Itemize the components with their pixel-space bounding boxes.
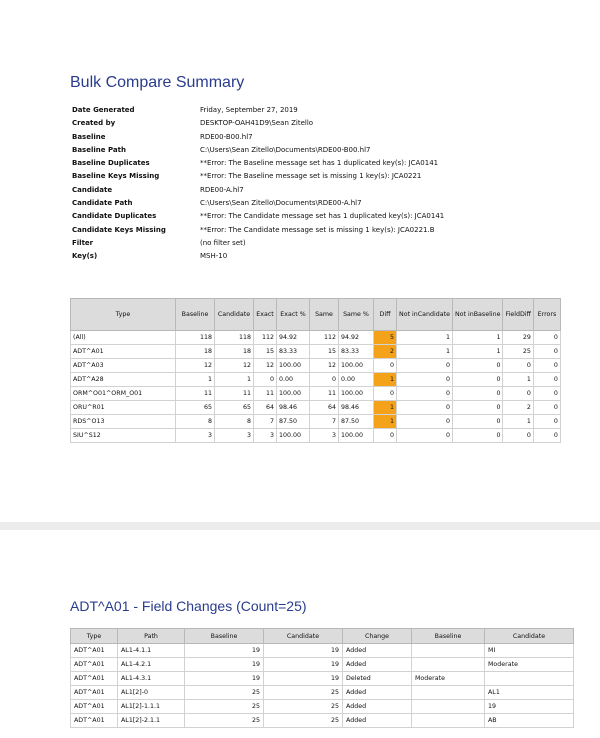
summary-header-cell: Same % [339,299,374,331]
summary-header-cell: Diff [374,299,397,331]
summary-cell: 18 [176,345,215,359]
field-changes-cell: 19 [485,700,574,714]
summary-cell: ORU^R01 [71,401,176,415]
summary-header-cell: Same [310,299,339,331]
summary-cell: 2 [374,345,397,359]
summary-cell: 0 [452,429,502,443]
summary-cell: 7 [254,415,277,429]
field-changes-row [71,672,574,686]
summary-cell: 94.92 [277,331,310,345]
meta-value: **Error: The Baseline message set is missing 1 key(s): JCA0221 [200,172,422,181]
field-changes-cell: 19 [264,658,343,672]
summary-cell: 64 [254,401,277,415]
field-changes-cell: 19 [185,672,264,686]
meta-label: Baseline [72,132,106,141]
field-changes-header-cell: Path [118,629,185,644]
summary-cell: 0 [397,415,453,429]
summary-cell: (All) [71,331,176,345]
report-metadata [72,104,444,264]
summary-row [71,345,561,359]
summary-cell: 0 [310,373,339,387]
summary-row [71,429,561,443]
meta-row [72,117,444,130]
summary-cell: 0 [533,429,560,443]
summary-cell: 12 [254,359,277,373]
summary-cell: 3 [310,429,339,443]
field-changes-title: ADT^A01 - Field Changes (Count=25) [70,598,307,614]
summary-cell: 64 [310,401,339,415]
summary-cell: 0 [503,387,533,401]
field-changes-header-cell: Change [343,629,412,644]
meta-label: Created by [72,119,116,128]
field-changes-cell: Moderate [412,672,485,686]
field-changes-cell: Added [343,658,412,672]
field-changes-cell: 19 [264,672,343,686]
summary-cell: RDS^O13 [71,415,176,429]
meta-value: DESKTOP-OAH41D9\Sean Zitello [200,119,314,128]
summary-cell: 0 [503,359,533,373]
summary-cell: 87.50 [339,415,374,429]
field-changes-cell: ADT^A01 [71,644,118,658]
summary-cell: 0 [397,359,453,373]
summary-row [71,373,561,387]
field-changes-cell: AL1 [485,686,574,700]
summary-cell: 0.00 [277,373,310,387]
summary-cell: 0 [374,359,397,373]
field-changes-cell: 25 [264,700,343,714]
summary-cell: 1 [452,331,502,345]
summary-cell: ADT^A01 [71,345,176,359]
field-changes-cell: MI [485,644,574,658]
field-changes-cell: Added [343,686,412,700]
summary-row [71,331,561,345]
summary-cell: 3 [254,429,277,443]
field-changes-header-cell: Baseline [185,629,264,644]
summary-cell: 3 [176,429,215,443]
meta-row [72,157,444,170]
summary-cell: 1 [503,373,533,387]
summary-row [71,359,561,373]
meta-row [72,210,444,223]
summary-cell: 1 [374,415,397,429]
summary-cell: 83.33 [277,345,310,359]
summary-cell: 0 [452,401,502,415]
field-changes-row [71,714,574,728]
field-changes-cell: ADT^A01 [71,714,118,728]
summary-cell: ADT^A03 [71,359,176,373]
summary-header-cell: Not inBaseline [452,299,502,331]
summary-cell: 65 [176,401,215,415]
summary-cell: 0 [452,359,502,373]
meta-label: Key(s) [72,252,98,261]
summary-cell: 15 [254,345,277,359]
meta-row [72,104,444,117]
field-changes-cell: AL1-4.1.1 [118,644,185,658]
field-changes-cell: AL1[2]-0 [118,686,185,700]
field-changes-cell [412,686,485,700]
summary-cell: 0 [397,429,453,443]
field-changes-header-cell: Candidate [264,629,343,644]
summary-cell: 0 [533,387,560,401]
meta-row [72,197,444,210]
field-changes-cell [412,714,485,728]
summary-cell: 0 [397,373,453,387]
field-changes-cell: 25 [264,686,343,700]
field-changes-cell: 19 [185,658,264,672]
meta-row [72,144,444,157]
summary-cell: 100.00 [339,387,374,401]
summary-cell: ADT^A28 [71,373,176,387]
meta-row [72,250,444,263]
field-changes-cell: 19 [185,644,264,658]
summary-cell: 11 [215,387,254,401]
summary-cell: 7 [310,415,339,429]
summary-cell: 1 [397,345,453,359]
field-changes-header-row [71,629,574,644]
meta-value: **Error: The Baseline message set has 1 duplicated key(s): JCA0141 [200,159,439,168]
meta-value: (no filter set) [200,238,246,247]
meta-label: Baseline Path [72,145,126,154]
meta-value: C:\Users\Sean Zitello\Documents\RDE00-A.hl7 [200,199,362,208]
summary-cell: ORM^O01^ORM_O01 [71,387,176,401]
summary-cell: 0.00 [339,373,374,387]
meta-value: **Error: The Candidate message set is missing 1 key(s): JCA0221.B [200,225,435,234]
meta-row [72,184,444,197]
summary-cell: 0 [254,373,277,387]
summary-cell: 118 [176,331,215,345]
summary-cell: 0 [452,373,502,387]
meta-row [72,224,444,237]
summary-cell: 0 [533,359,560,373]
meta-label: Baseline Duplicates [72,159,150,168]
summary-cell: 98.46 [339,401,374,415]
summary-cell: 0 [533,331,560,345]
summary-cell: 112 [254,331,277,345]
meta-value: Friday, September 27, 2019 [200,106,298,114]
summary-cell: 1 [452,345,502,359]
meta-label: Filter [72,238,94,247]
field-changes-cell: AL1[2]-2.1.1 [118,714,185,728]
report-title: Bulk Compare Summary [70,74,245,91]
summary-header-cell: Baseline [176,299,215,331]
field-changes-header-cell: Type [71,629,118,644]
field-changes-cell: Added [343,714,412,728]
field-changes-cell: AL1-4.3.1 [118,672,185,686]
field-changes-table [70,628,574,728]
summary-cell: 29 [503,331,533,345]
field-changes-cell [412,658,485,672]
summary-cell: 5 [374,331,397,345]
summary-cell: 98.46 [277,401,310,415]
summary-cell: 18 [215,345,254,359]
summary-cell: 11 [254,387,277,401]
summary-cell: 11 [176,387,215,401]
summary-cell: 1 [215,373,254,387]
summary-body [71,331,561,443]
meta-label: Candidate Keys Missing [72,225,166,234]
field-changes-row [71,658,574,672]
field-changes-cell: Added [343,700,412,714]
field-changes-cell: 25 [264,714,343,728]
field-changes-header-cell: Candidate [485,629,574,644]
summary-cell: 1 [374,373,397,387]
field-changes-cell: 25 [185,686,264,700]
summary-cell: SIU^S12 [71,429,176,443]
summary-cell: 0 [397,401,453,415]
summary-cell: 65 [215,401,254,415]
summary-cell: 0 [374,429,397,443]
summary-cell: 100.00 [339,359,374,373]
summary-cell: 100.00 [277,429,310,443]
summary-cell: 100.00 [277,387,310,401]
summary-header-cell: Type [71,299,176,331]
summary-cell: 0 [533,401,560,415]
summary-cell: 0 [397,387,453,401]
summary-cell: 83.33 [339,345,374,359]
summary-cell: 118 [215,331,254,345]
summary-cell: 94.92 [339,331,374,345]
meta-value: MSH-10 [200,252,228,261]
field-changes-cell: AL1[2]-1.1.1 [118,700,185,714]
summary-cell: 25 [503,345,533,359]
summary-row [71,401,561,415]
summary-cell: 0 [374,387,397,401]
summary-cell: 12 [215,359,254,373]
summary-cell: 100.00 [277,359,310,373]
field-changes-cell: Moderate [485,658,574,672]
summary-cell: 1 [503,415,533,429]
summary-cell: 12 [310,359,339,373]
summary-header-cell: Exact % [277,299,310,331]
field-changes-cell: 19 [264,644,343,658]
field-changes-row [71,700,574,714]
field-changes-cell: Deleted [343,672,412,686]
meta-label: Candidate Duplicates [72,212,157,221]
meta-value: RDE00-A.hl7 [200,185,244,194]
field-changes-cell: 25 [185,714,264,728]
summary-header-cell: Candidate [215,299,254,331]
meta-label: Candidate Path [72,199,133,208]
summary-header-cell: Not inCandidate [397,299,453,331]
summary-cell: 15 [310,345,339,359]
summary-cell: 8 [176,415,215,429]
field-changes-cell: ADT^A01 [71,658,118,672]
meta-row [72,237,444,250]
summary-cell: 2 [503,401,533,415]
summary-cell: 3 [215,429,254,443]
summary-cell: 0 [452,415,502,429]
summary-cell: 1 [374,401,397,415]
summary-cell: 100.00 [339,429,374,443]
summary-header-row [71,299,561,331]
field-changes-cell: AL1-4.2.1 [118,658,185,672]
summary-cell: 8 [215,415,254,429]
meta-row [72,131,444,144]
summary-cell: 0 [533,415,560,429]
summary-row [71,387,561,401]
field-changes-cell: ADT^A01 [71,686,118,700]
summary-row [71,415,561,429]
field-changes-cell: Added [343,644,412,658]
summary-header-cell: Errors [533,299,560,331]
summary-header-cell: Exact [254,299,277,331]
field-changes-header-cell: Baseline [412,629,485,644]
field-changes-cell [485,672,574,686]
summary-cell: 0 [452,387,502,401]
meta-label: Candidate [72,185,113,194]
meta-label: Date Generated [72,106,135,114]
field-changes-body [71,644,574,728]
summary-cell: 1 [176,373,215,387]
summary-header-cell: FieldDiff [503,299,533,331]
field-changes-row [71,686,574,700]
summary-cell: 0 [533,373,560,387]
meta-row [72,170,444,183]
meta-value: RDE00-B00.hl7 [200,132,253,141]
summary-cell: 12 [176,359,215,373]
meta-value: C:\Users\Sean Zitello\Documents\RDE00-B00.hl7 [200,145,371,154]
field-changes-cell: 25 [185,700,264,714]
field-changes-row [71,644,574,658]
meta-value: **Error: The Candidate message set has 1 duplicated key(s): JCA0141 [200,212,445,221]
summary-cell: 11 [310,387,339,401]
summary-cell: 0 [503,429,533,443]
field-changes-cell: ADT^A01 [71,672,118,686]
field-changes-cell [412,644,485,658]
summary-cell: 0 [533,345,560,359]
summary-table [70,298,561,443]
summary-cell: 87.50 [277,415,310,429]
summary-cell: 112 [310,331,339,345]
meta-label: Baseline Keys Missing [72,172,160,181]
field-changes-cell: AB [485,714,574,728]
summary-cell: 1 [397,331,453,345]
field-changes-cell: ADT^A01 [71,700,118,714]
field-changes-cell [412,700,485,714]
